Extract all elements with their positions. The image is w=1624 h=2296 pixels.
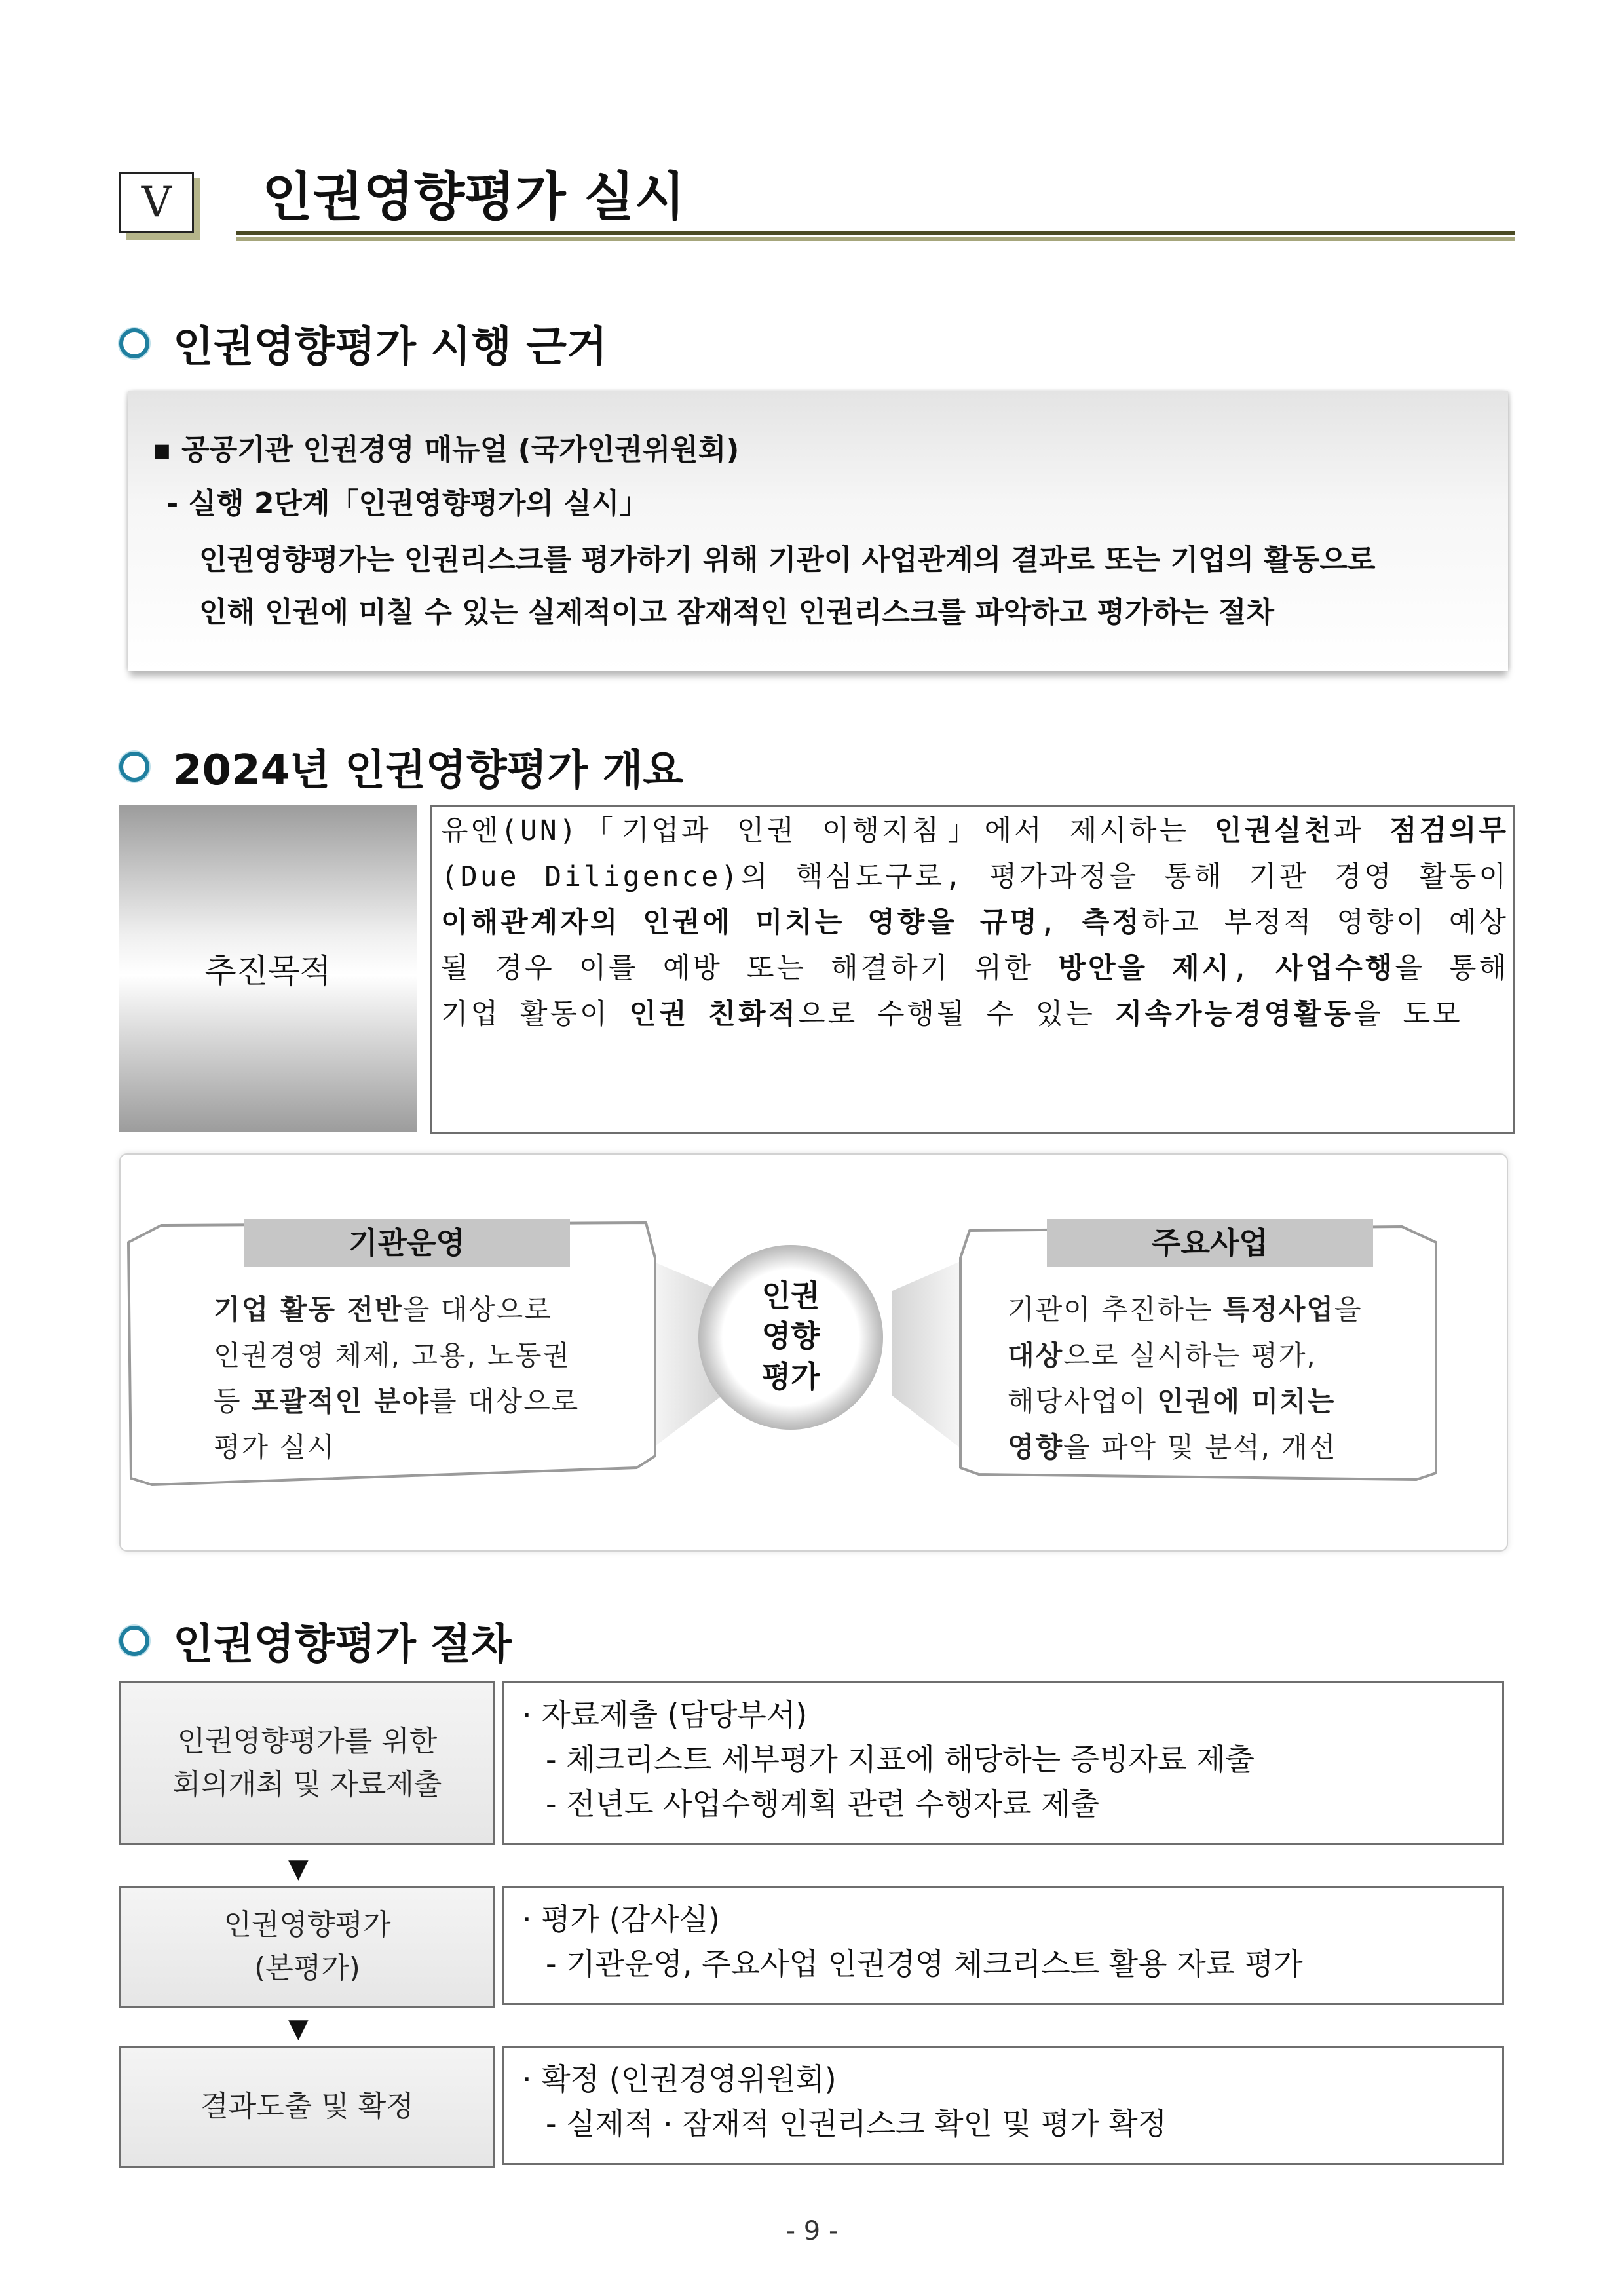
basis-source: ▪ 공공기관 인권경영 매뉴얼 (국가인권위원회) [152, 433, 740, 467]
tag-major-business: 주요사업 [1047, 1219, 1373, 1267]
circle-bullet-icon [119, 1626, 149, 1656]
basis-box [128, 391, 1508, 671]
section-title: 인권영향평가 절차 [173, 1620, 512, 1669]
description-line: 해당사업이 인권에 미치는 [1008, 1385, 1336, 1417]
emphasis-text: 측정 [1082, 906, 1142, 939]
emphasis-text: 점검의무 [1389, 814, 1509, 847]
body-text: , [1039, 906, 1082, 939]
description-line: 기업 활동 전반을 대상으로 [214, 1293, 552, 1326]
description-line: 인권경영 체제, 고용, 노동권 [214, 1339, 571, 1371]
chapter-title: 인권영향평가 실시 [262, 166, 686, 227]
section-header-basis [119, 317, 607, 370]
left-description [214, 1287, 579, 1470]
detail-item: - 실제적 · 잠재적 인권리스크 확인 및 평가 확정 [546, 2106, 1167, 2141]
right-description [1008, 1287, 1363, 1470]
chapter-number: V [119, 172, 194, 233]
body-text: 을 도모 [1353, 998, 1463, 1031]
emphasis-text: 인권 친화적 [629, 998, 799, 1031]
body-text: 을 통해 기업 활동이 [441, 952, 1509, 1031]
purpose-label: 추진목적 [119, 805, 417, 1132]
procedure-step-2: 인권영향평가 (본평가) [119, 1886, 495, 2008]
circle-bullet-icon [119, 328, 149, 358]
detail-heading: · 평가 (감사실) [522, 1902, 720, 1937]
tag-institution-operation: 기관운영 [244, 1219, 570, 1267]
section-header-overview [119, 740, 683, 793]
description-line: 영향을 파악 및 분석, 개선 [1008, 1431, 1337, 1463]
detail-heading: · 자료제출 (담당부서) [522, 1697, 808, 1732]
procedure-step-1: 인권영향평가를 위한 회의개최 및 자료제출 [119, 1681, 495, 1845]
chapter-rule [236, 231, 1515, 235]
description-line: 기관이 추진하는 특정사업을 [1008, 1293, 1363, 1326]
emphasis-text: 인권실천 [1215, 814, 1334, 847]
description-line: 대상으로 실시하는 평가, [1008, 1339, 1317, 1371]
detail-heading: · 확정 (인권경영위원회) [522, 2061, 837, 2097]
basis-definition-line: 인권영향평가는 인권리스크를 평가하기 위해 기관이 사업관계의 결과로 또는 기업의 활동으로 [199, 543, 1376, 577]
down-arrow-icon: ▼ [288, 2014, 309, 2044]
procedure-detail-1 [502, 1681, 1504, 1845]
purpose-text [430, 805, 1515, 1134]
center-label: 인권 영향 평가 [761, 1278, 820, 1394]
description-line: 등 포괄적인 분야를 대상으로 [214, 1385, 580, 1417]
body-text: 하고 부정적 영향이 예상될 경우 이를 예방 또는 해결하기 위한 [441, 906, 1509, 985]
procedure-detail-3 [502, 2046, 1504, 2165]
body-text: 으로 수행될 수 있는 [798, 998, 1115, 1031]
body-text: (Due Diligence)의 핵심도구로, 평가과정을 통해 기관 경영 활동이 [441, 860, 1509, 893]
section-header-procedure [119, 1615, 512, 1667]
detail-item: - 기관운영, 주요사업 인권경영 체크리스트 활용 자료 평가 [546, 1946, 1303, 1981]
emphasis-text: 사업수행 [1275, 952, 1395, 985]
chapter-rule-shadow [236, 237, 1515, 241]
circle-bullet-icon [119, 752, 149, 782]
basis-step: - 실행 2단계「인권영향평가의 실시」 [166, 487, 649, 520]
page-number: - 9 - [785, 2216, 839, 2246]
section-title: 인권영향평가 시행 근거 [173, 323, 607, 372]
down-arrow-icon: ▼ [288, 1854, 309, 1884]
body-text: 과 [1334, 814, 1389, 847]
emphasis-text: 지속가능경영활동 [1114, 998, 1354, 1031]
body-text: 유엔(UN)「기업과 인권 이행지침」에서 제시하는 [441, 814, 1215, 847]
body-text: , [1232, 952, 1276, 985]
detail-item: - 전년도 사업수행계획 관련 수행자료 제출 [546, 1786, 1100, 1822]
description-line: 평가 실시 [214, 1431, 335, 1463]
emphasis-text: 방안을 제시 [1058, 952, 1232, 985]
emphasis-text: 이해관계자의 인권에 미치는 영향을 규명 [441, 906, 1040, 939]
procedure-step-3: 결과도출 및 확정 [119, 2046, 495, 2168]
procedure-detail-2 [502, 1886, 1504, 2005]
connector-right [892, 1261, 960, 1448]
basis-definition-line: 인해 인권에 미칠 수 있는 실제적이고 잠재적인 인권리스크를 파악하고 평가하는 절차 [199, 596, 1274, 629]
section-title: 2024년 인권영향평가 개요 [173, 746, 684, 795]
detail-item: - 체크리스트 세부평가 지표에 해당하는 증빙자료 제출 [546, 1742, 1255, 1777]
